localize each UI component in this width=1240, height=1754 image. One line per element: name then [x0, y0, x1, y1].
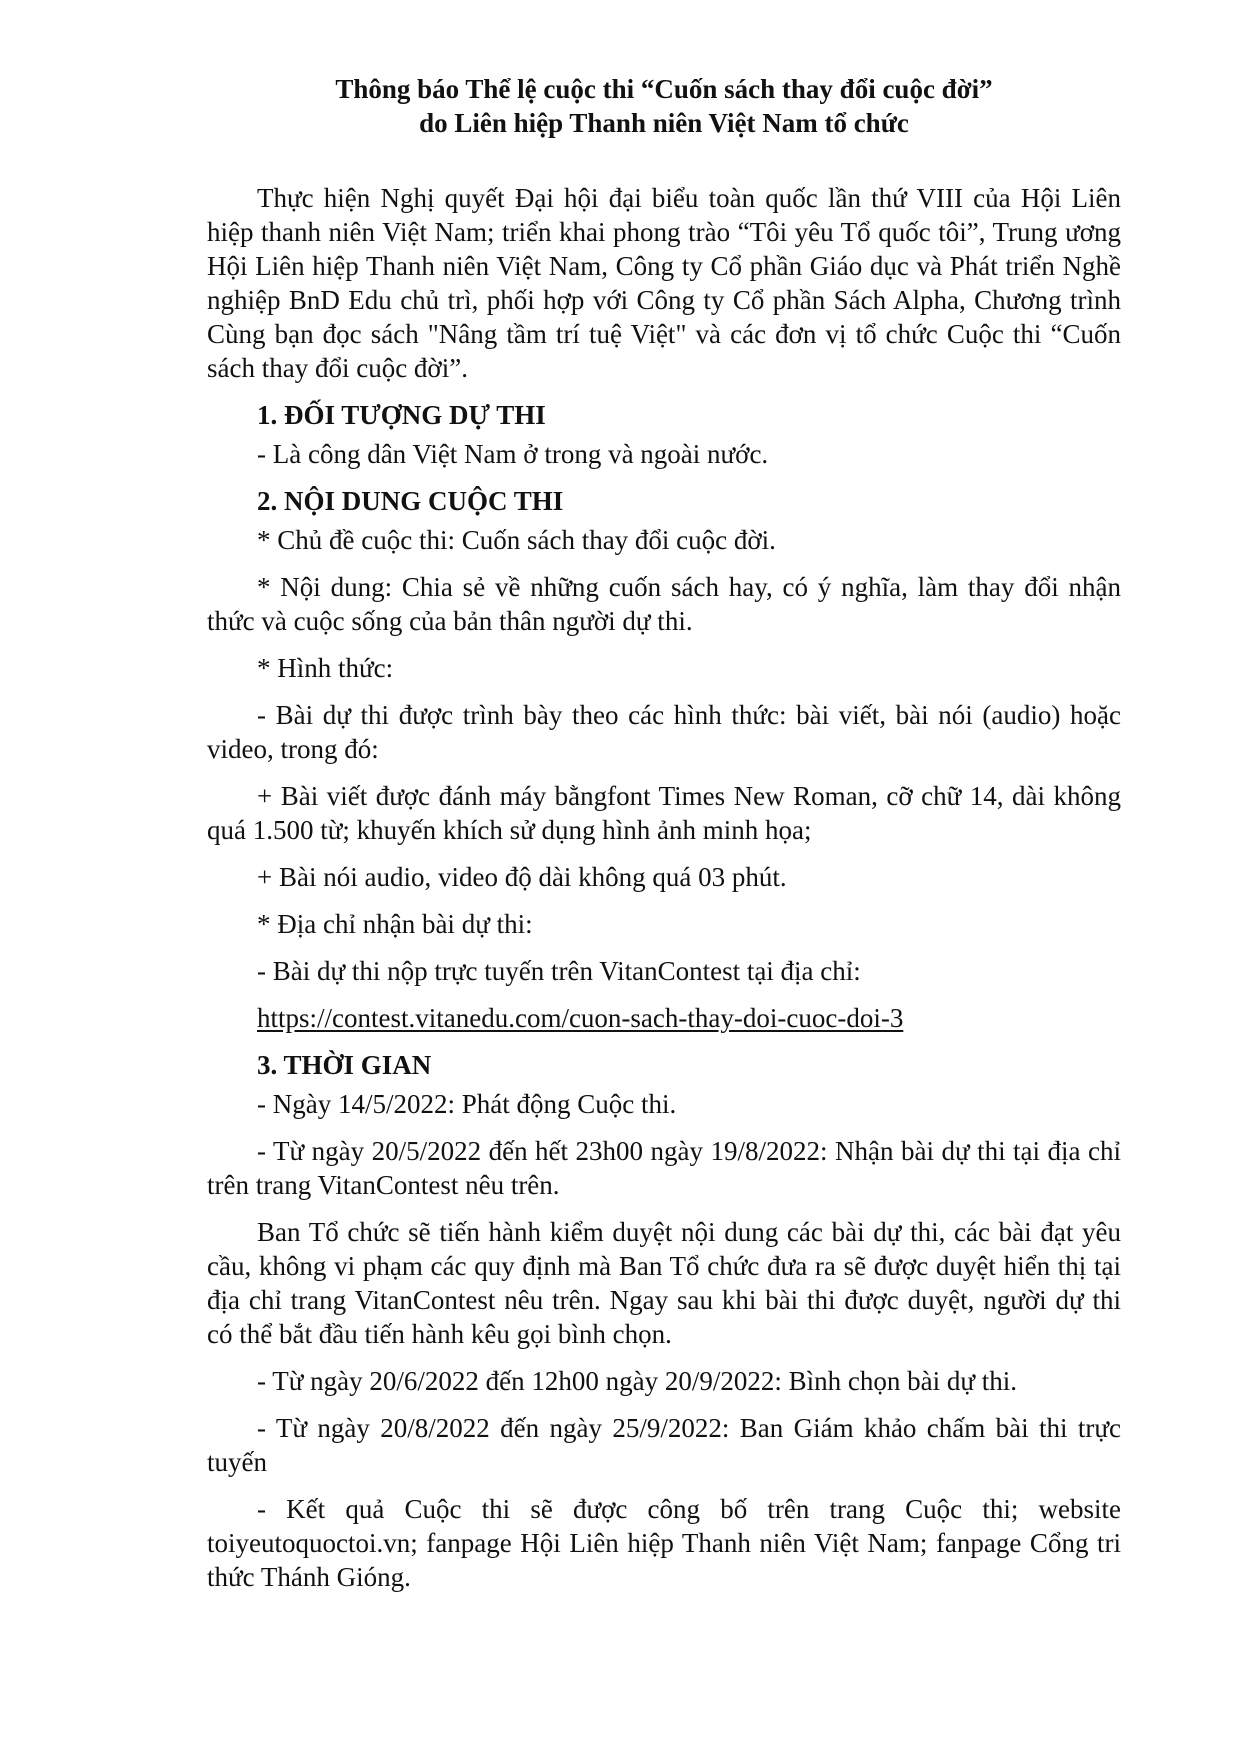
format-audio: + Bài nói audio, video độ dài không quá 03 phút.	[257, 862, 787, 892]
format-description: - Bài dự thi được trình bày theo các hình thức: bài viết, bài nói (audio) hoặc video, trong đó:	[207, 700, 1121, 764]
document-title	[207, 72, 1121, 140]
section-2-heading: 2. NỘI DUNG CUỘC THI	[257, 486, 564, 516]
intro-paragraph: Thực hiện Nghị quyết Đại hội đại biểu toàn quốc lần thứ VIII của Hội Liên hiệp thanh niên Việt Nam; triển khai phong trào “Tôi yêu Tổ quốc tôi”, Trung ương Hội Liên hiệp Thanh niên Việt Nam, Công ty Cổ phần Giáo dục và Phát triển Nghề nghiệp BnD Edu chủ trì, phối hợp với Công ty Cổ phần Sách Alpha, Chương trình Cùng bạn đọc sách "Nâng tầm trí tuệ Việt" và các đơn vị tổ chức Cuộc thi “Cuốn sách thay đổi cuộc đời”.	[207, 183, 1121, 383]
address-description: - Bài dự thi nộp trực tuyến trên VitanContest tại địa chỉ:	[257, 956, 861, 986]
contest-link[interactable]: https://contest.vitanedu.com/cuon-sach-thay-doi-cuoc-doi-3	[257, 1003, 904, 1033]
contest-content: * Nội dung: Chia sẻ về những cuốn sách hay, có ý nghĩa, làm thay đổi nhận thức và cuộc sống của bản thân người dự thi.	[207, 572, 1121, 636]
review-paragraph: Ban Tổ chức sẽ tiến hành kiểm duyệt nội dung các bài dự thi, các bài đạt yêu cầu, không vi phạm các quy định mà Ban Tổ chức đưa ra sẽ được duyệt hiển thị tại địa chỉ trang VitanContest nêu trên. Ngay sau khi bài thi được duyệt, người dự thi có thể bắt đầu tiến hành kêu gọi bình chọn.	[207, 1217, 1121, 1349]
contest-theme: * Chủ đề cuộc thi: Cuốn sách thay đổi cuộc đời.	[257, 525, 776, 555]
timeline-results: - Kết quả Cuộc thi sẽ được công bố trên trang Cuộc thi; website toiyeutoquoctoi.vn; fanpage Hội Liên hiệp Thanh niên Việt Nam; fanpage Cổng tri thức Thánh Gióng.	[207, 1494, 1121, 1592]
section-3-heading: 3. THỜI GIAN	[257, 1050, 432, 1080]
timeline-submission: - Từ ngày 20/5/2022 đến hết 23h00 ngày 19/8/2022: Nhận bài dự thi tại địa chỉ trên trang VitanContest nêu trên.	[207, 1136, 1121, 1200]
format-written: + Bài viết được đánh máy bằngfont Times New Roman, cỡ chữ 14, dài không quá 1.500 từ; khuyến khích sử dụng hình ảnh minh họa;	[207, 781, 1121, 845]
section-1-heading: 1. ĐỐI TƯỢNG DỰ THI	[257, 400, 546, 430]
timeline-voting: - Từ ngày 20/6/2022 đến 12h00 ngày 20/9/2022: Bình chọn bài dự thi.	[257, 1366, 1017, 1396]
format-label: * Hình thức:	[257, 653, 394, 683]
title-line-2: do Liên hiệp Thanh niên Việt Nam tổ chức	[419, 108, 909, 138]
timeline-launch: - Ngày 14/5/2022: Phát động Cuộc thi.	[257, 1089, 677, 1119]
address-label: * Địa chỉ nhận bài dự thi:	[257, 909, 533, 939]
document-page	[207, 72, 1121, 1594]
section-1-item: - Là công dân Việt Nam ở trong và ngoài nước.	[257, 439, 769, 469]
timeline-judging: - Từ ngày 20/8/2022 đến ngày 25/9/2022: Ban Giám khảo chấm bài thi trực tuyến	[207, 1413, 1121, 1477]
title-line-1: Thông báo Thể lệ cuộc thi “Cuốn sách thay đổi cuộc đời”	[335, 74, 993, 104]
